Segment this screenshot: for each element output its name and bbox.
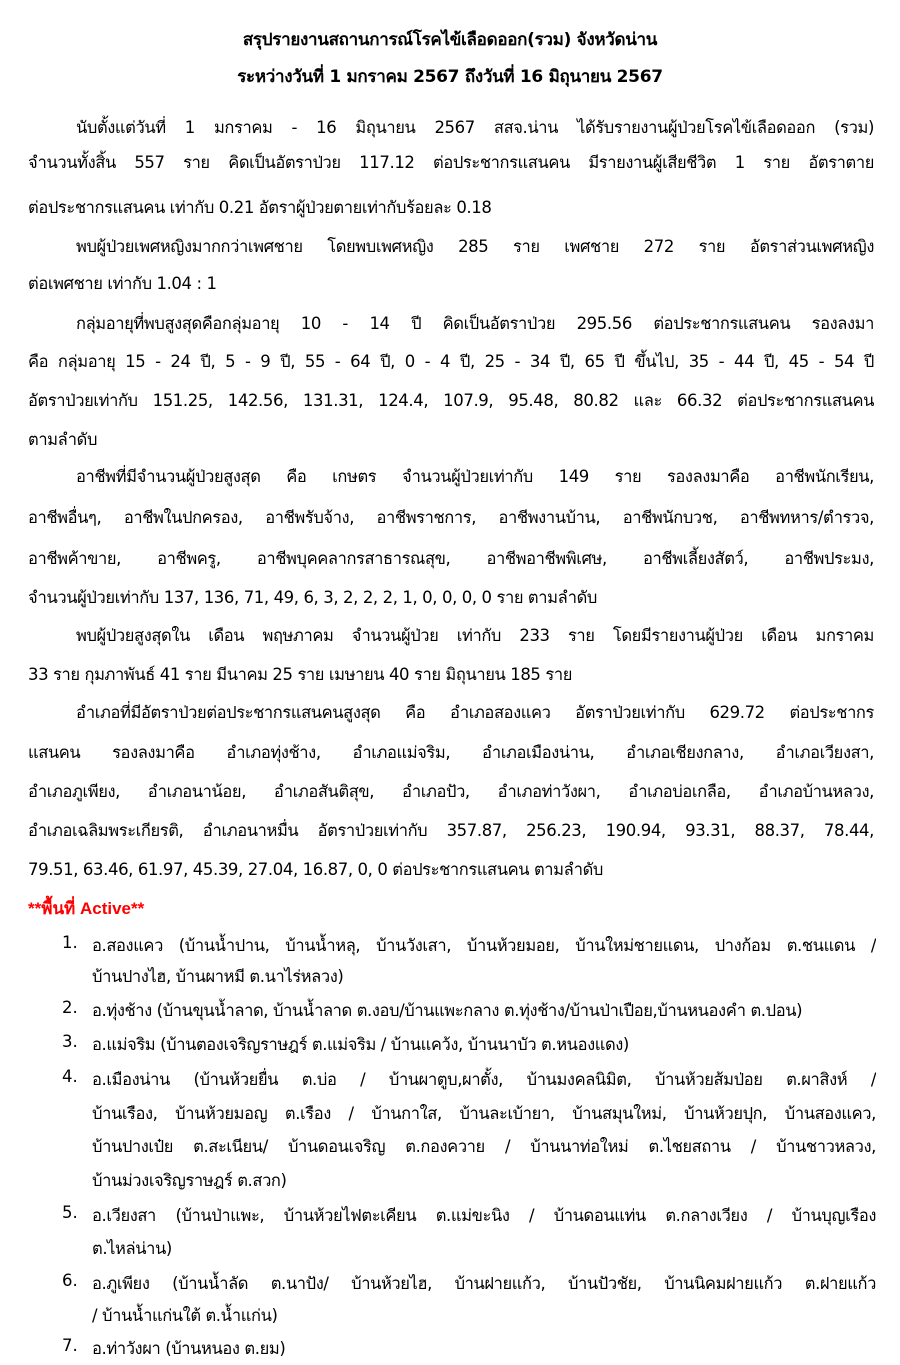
- active-item-line: ต.ไหล่น่าน): [92, 1239, 172, 1258]
- district-paragraph-line: 79.51, 63.46, 61.97, 45.39, 27.04, 16.87, 0, 0 ต่อประชากรแสนคน ตามลำดับ: [28, 860, 603, 879]
- summary-paragraph-line: นับตั้งแต่วันที่ 1 มกราคม - 16 มิถุนายน 2567 สสจ.น่าน ได้รับรายงานผู้ป่วยโรคไข้เลือดออก (รวม): [76, 118, 874, 137]
- active-item-line: อ.สองแคว (บ้านน้ำปาน, บ้านน้ำหลุ, บ้านวังเสา, บ้านห้วยมอย, บ้านใหม่ชายแดน, ปางก้อม ต.ชนแดน /: [92, 936, 876, 955]
- gender-paragraph-line: ต่อเพศชาย เท่ากับ 1.04 : 1: [28, 274, 217, 293]
- active-item-line: อ.แม่จริม (บ้านตองเจริญราษฎร์ ต.แม่จริม / บ้านแคว้ง, บ้านนาบัว ต.หนองแดง): [92, 1035, 629, 1054]
- active-item-number: 2.: [62, 998, 78, 1017]
- summary-paragraph-line: ต่อประชากรแสนคน เท่ากับ 0.21 อัตราผู้ป่วยตายเท่ากับร้อยละ 0.18: [28, 198, 492, 217]
- district-paragraph-line: อำเภอภูเพียง, อำเภอนาน้อย, อำเภอสันติสุข, อำเภอปัว, อำเภอท่าวังผา, อำเภอบ่อเกลือ, อำเภอบ้านหลวง,: [28, 782, 874, 801]
- active-item-number: 4.: [62, 1067, 78, 1086]
- monthly-paragraph-line: 33 ราย กุมภาพันธ์ 41 ราย มีนาคม 25 ราย เมษายน 40 ราย มิถุนายน 185 ราย: [28, 665, 572, 684]
- report-title: สรุปรายงานสถานการณ์โรคไข้เลือดออก(รวม) จังหวัดน่าน: [242, 30, 658, 50]
- active-item-line: อ.ท่าวังผา (บ้านหนอง ต.ยม): [92, 1339, 286, 1358]
- active-item-number: 5.: [62, 1203, 78, 1222]
- age-group-paragraph-line: ตามลำดับ: [28, 430, 98, 449]
- active-areas-heading: **พื้นที่ Active**: [28, 899, 145, 918]
- active-item-line: อ.เวียงสา (บ้านป่าแพะ, บ้านห้วยไฟตะเคียน ต.แม่ขะนิง / บ้านดอนแท่น ต.กลางเวียง / บ้านบุญเรือง: [92, 1206, 876, 1225]
- active-item-line: อ.ทุ่งช้าง (บ้านขุนน้ำลาด, บ้านน้ำลาด ต.งอบ/บ้านแพะกลาง ต.ทุ่งช้าง/บ้านป่าเปือย,บ้านหนองคำ ต.ปอน): [92, 1001, 803, 1020]
- active-item-number: 3.: [62, 1032, 78, 1051]
- occupation-paragraph-line: อาชีพค้าขาย, อาชีพครู, อาชีพบุคคลากรสาธารณสุข, อาชีพอาชีพพิเศษ, อาชีพเลี้ยงสัตว์, อาชีพประมง,: [28, 549, 874, 568]
- active-item-line: อ.เมืองน่าน (บ้านห้วยยื่น ต.บ่อ / บ้านผาตูบ,ผาตั้ง, บ้านมงคลนิมิต, บ้านห้วยส้มป่อย ต.ผาสิงห์ /: [92, 1070, 876, 1089]
- active-item-line: บ้านม่วงเจริญราษฎร์ ต.สวก): [92, 1171, 287, 1190]
- occupation-paragraph-line: จำนวนผู้ป่วยเท่ากับ 137, 136, 71, 49, 6, 3, 2, 2, 2, 1, 0, 0, 0, 0 ราย ตามลำดับ: [28, 588, 597, 607]
- district-paragraph-line: อำเภอที่มีอัตราป่วยต่อประชากรแสนคนสูงสุด คือ อำเภอสองแคว อัตราป่วยเท่ากับ 629.72 ต่อประชากร: [76, 703, 874, 722]
- report-subtitle-date-range: ระหว่างวันที่ 1 มกราคม 2567 ถึงวันที่ 16 มิถุนายน 2567: [237, 67, 663, 87]
- gender-paragraph-line: พบผู้ป่วยเพศหญิงมากกว่าเพศชาย โดยพบเพศหญิง 285 ราย เพศชาย 272 ราย อัตราส่วนเพศหญิง: [76, 237, 874, 256]
- active-item-line: บ้านปางไฮ, บ้านผาหมี ต.นาไร่หลวง): [92, 967, 344, 986]
- district-paragraph-line: แสนคน รองลงมาคือ อำเภอทุ่งช้าง, อำเภอแม่จริม, อำเภอเมืองน่าน, อำเภอเชียงกลาง, อำเภอเวียงสา,: [28, 743, 874, 762]
- summary-paragraph-line: จำนวนทั้งสิ้น 557 ราย คิดเป็นอัตราป่วย 117.12 ต่อประชากรแสนคน มีรายงานผู้เสียชีวิต 1 ราย อัตราตาย: [28, 153, 874, 172]
- active-item-number: 1.: [62, 933, 78, 952]
- district-paragraph-line: อำเภอเฉลิมพระเกียรติ, อำเภอนาหมื่น อัตราป่วยเท่ากับ 357.87, 256.23, 190.94, 93.31, 88.37, 78.44,: [28, 821, 874, 840]
- active-item-number: 6.: [62, 1271, 78, 1290]
- active-item-number: 7.: [62, 1336, 78, 1355]
- active-item-line: บ้านเรือง, บ้านห้วยมอญ ต.เรือง / บ้านกาใส, บ้านละเบ้ายา, บ้านสมุนใหม่, บ้านห้วยปุก, บ้านสองแคว,: [92, 1104, 876, 1123]
- monthly-paragraph-line: พบผู้ป่วยสูงสุดใน เดือน พฤษภาคม จำนวนผู้ป่วย เท่ากับ 233 ราย โดยมีรายงานผู้ป่วย เดือน มกราคม: [76, 626, 874, 645]
- age-group-paragraph-line: กลุ่มอายุที่พบสูงสุดคือกลุ่มอายุ 10 - 14 ปี คิดเป็นอัตราป่วย 295.56 ต่อประชากรแสนคน รองลงมา: [76, 314, 874, 333]
- active-item-line: บ้านปางเป๋ย ต.สะเนียน/ บ้านดอนเจริญ ต.กองควาย / บ้านนาท่อใหม่ ต.ไชยสถาน / บ้านชาวหลวง,: [92, 1137, 876, 1156]
- age-group-paragraph-line: อัตราป่วยเท่ากับ 151.25, 142.56, 131.31, 124.4, 107.9, 95.48, 80.82 และ 66.32 ต่อประชากรแสนคน: [28, 391, 874, 410]
- occupation-paragraph-line: อาชีพอื่นๆ, อาชีพในปกครอง, อาชีพรับจ้าง, อาชีพราชการ, อาชีพงานบ้าน, อาชีพนักบวช, อาชีพทหาร/ตำรวจ,: [28, 508, 874, 527]
- active-item-line: / บ้านน้ำแก่นใต้ ต.น้ำแก่น): [92, 1306, 278, 1325]
- active-item-line: อ.ภูเพียง (บ้านน้ำลัด ต.นาปัง/ บ้านห้วยไฮ, บ้านฝายแก้ว, บ้านปัวชัย, บ้านนิคมฝายแก้ว ต.ฝายแก้ว: [92, 1274, 876, 1293]
- age-group-paragraph-line: คือ กลุ่มอายุ 15 - 24 ปี, 5 - 9 ปี, 55 - 64 ปี, 0 - 4 ปี, 25 - 34 ปี, 65 ปี ขึ้นไป, 35 - 44 ปี, 45 - 54 ปี: [28, 352, 874, 371]
- occupation-paragraph-line: อาชีพที่มีจำนวนผู้ป่วยสูงสุด คือ เกษตร จำนวนผู้ป่วยเท่ากับ 149 ราย รองลงมาคือ อาชีพนักเรียน,: [76, 467, 874, 486]
